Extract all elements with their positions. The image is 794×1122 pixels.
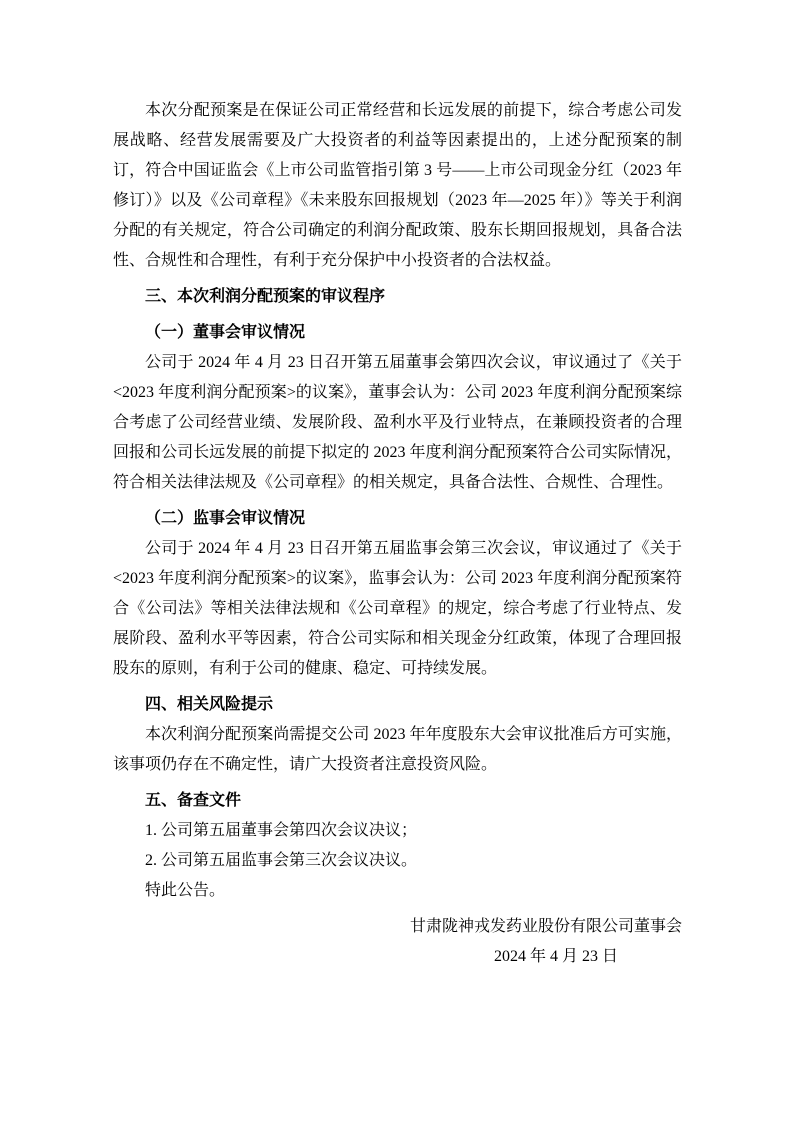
subheading-board-review: （一）董事会审议情况 <box>145 324 306 341</box>
list-item-board-resolution: 1. 公司第五届董事会第四次会议决议； <box>145 822 418 839</box>
list-item-supervisory-resolution: 2. 公司第五届监事会第三次会议决议。 <box>145 852 418 869</box>
section-heading-risk-notice: 四、相关风险提示 <box>145 696 274 713</box>
subheading-supervisory-review: （二）监事会审议情况 <box>145 510 306 527</box>
paragraph-risk-notice-detail: 本次利润分配预案尚需提交公司 2023 年年度股东大会审议批准后方可实施，该事项仍存在不确定性，请广大投资者注意投资风险。 <box>113 726 682 773</box>
paragraph-supervisory-review-detail: 公司于 2024 年 4 月 23 日召开第五届监事会第三次会议，审议通过了《关于<2023 年度利润分配预案>的议案》，监事会认为：公司 2023 年度利润分配预案符合《公司法》等相关法律法规和《公司章程》的规定，综合考虑了行业特点、发展阶段、盈利水平等因素，符合公司实际和相关现金分红政策，体现了合理回报股东的原则，有利于公司的健康、稳定、可持续发展。 <box>113 540 682 677</box>
section-heading-review-procedure: 三、本次利润分配预案的审议程序 <box>145 288 386 305</box>
signature-date: 2024 年 4 月 23 日 <box>493 948 618 965</box>
signature-block <box>113 912 682 972</box>
signature-company-name: 甘肃陇神戎发药业股份有限公司董事会 <box>409 918 682 935</box>
paragraph-announcement-closing: 特此公告。 <box>145 882 226 899</box>
paragraph-distribution-plan-basis: 本次分配预案是在保证公司正常经营和长远发展的前提下，综合考虑公司发展战略、经营发展需要及广大投资者的利益等因素提出的，上述分配预案的制订，符合中国证监会《上市公司监管指引第 3 号——上市公司现金分红（2023 年修订）》以及《公司章程》《未来股东回报规划（2023 年—2025 年）》等关于利润分配的有关规定，符合公司确定的利润分配政策、股东长期回报规划，具备合法性、合规性和合理性，有利于充分保护中小投资者的合法权益。 <box>113 102 682 269</box>
paragraph-board-review-detail: 公司于 2024 年 4 月 23 日召开第五届董事会第四次会议，审议通过了《关于<2023 年度利润分配预案>的议案》，董事会认为：公司 2023 年度利润分配预案综合考虑了公司经营业绩、发展阶段、盈利水平及行业特点，在兼顾投资者的合理回报和公司长远发展的前提下拟定的 2023 年度利润分配预案符合公司实际情况，符合相关法律法规及《公司章程》的相关规定，具备合法性、合规性、合理性。 <box>113 354 682 491</box>
section-heading-reference-documents: 五、备查文件 <box>145 792 242 809</box>
